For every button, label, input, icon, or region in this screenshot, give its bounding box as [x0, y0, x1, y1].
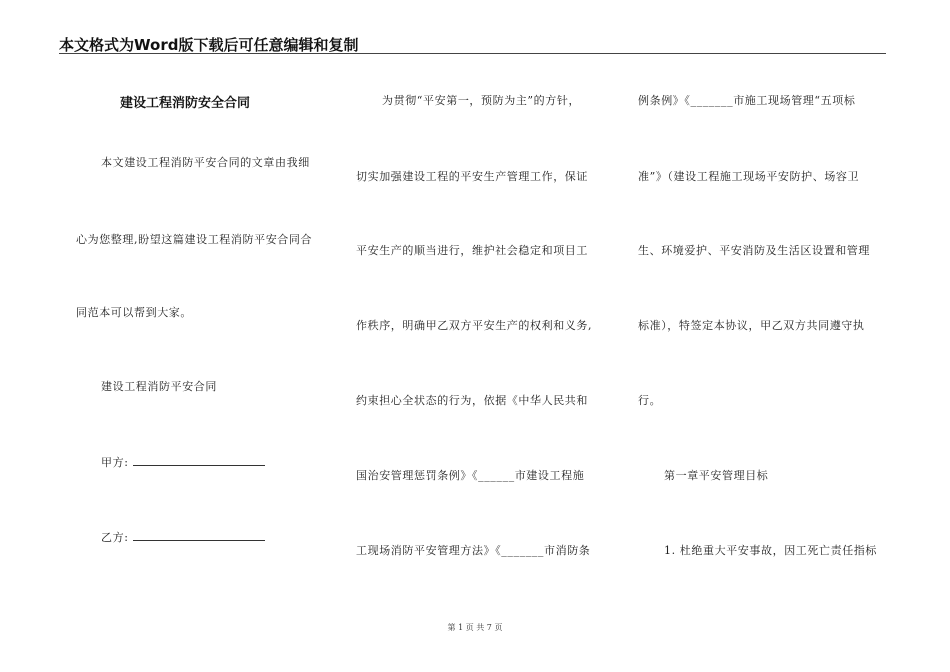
- text-column-2: [356, 0, 612, 672]
- document-header-banner: 本文格式为Word版下载后可任意编辑和复制: [59, 36, 359, 54]
- page-footer: 第 1 页 共 7 页: [447, 623, 503, 632]
- document-title: 建设工程消防安全合同: [120, 96, 251, 111]
- intro-line-3: 同范本可以帮到大家。: [76, 306, 192, 319]
- column2-line-7: 工现场消防平安管理方法》《_______市消防条: [356, 544, 591, 557]
- column2-line-1: 为贯彻“平安第一，预防为主”的方针，: [382, 94, 581, 107]
- column3-line-3: 生、环境爱护、平安消防及生活区设置和管理: [638, 244, 870, 257]
- party-b-line: [101, 529, 265, 545]
- column2-line-5: 约束担心全状态的行为，依据《中华人民共和: [356, 394, 588, 407]
- intro-line-1: 本文建设工程消防平安合同的文章由我细: [101, 156, 310, 169]
- intro-line-2: 心为您整理,盼望这篇建设工程消防平安合同合: [76, 233, 313, 246]
- party-b-blank-field: [133, 529, 265, 541]
- column2-line-2: 切实加强建设工程的平安生产管理工作，保证: [356, 170, 588, 183]
- column3-line-1: 例条例》《_______市施工现场管理“五项标: [638, 94, 856, 107]
- party-a-blank-field: [133, 454, 265, 466]
- text-column-1: [62, 0, 330, 672]
- contract-name: 建设工程消防平安合同: [101, 380, 217, 393]
- column3-line-2: 准”》（建设工程施工现场平安防护、场容卫: [638, 170, 860, 183]
- chapter-heading: 第一章平安管理目标: [664, 469, 769, 482]
- text-column-3: [638, 0, 888, 672]
- column3-line-7: 1. 杜绝重大平安事故，因工死亡责任指标: [664, 544, 877, 557]
- column2-line-4: 作秩序，明确甲乙双方平安生产的权利和义务,: [356, 319, 593, 332]
- column3-line-5: 行。: [638, 394, 662, 407]
- column2-line-6: 国治安管理惩罚条例》《______市建设工程施: [356, 469, 585, 482]
- party-b-label: 乙方:: [101, 531, 129, 544]
- party-a-label: 甲方:: [101, 456, 129, 469]
- column2-line-3: 平安生产的顺当进行，维护社会稳定和项目工: [356, 244, 588, 257]
- party-a-line: [101, 454, 265, 470]
- column3-line-4: 标准），特签定本协议，甲乙双方共同遵守执: [638, 319, 865, 332]
